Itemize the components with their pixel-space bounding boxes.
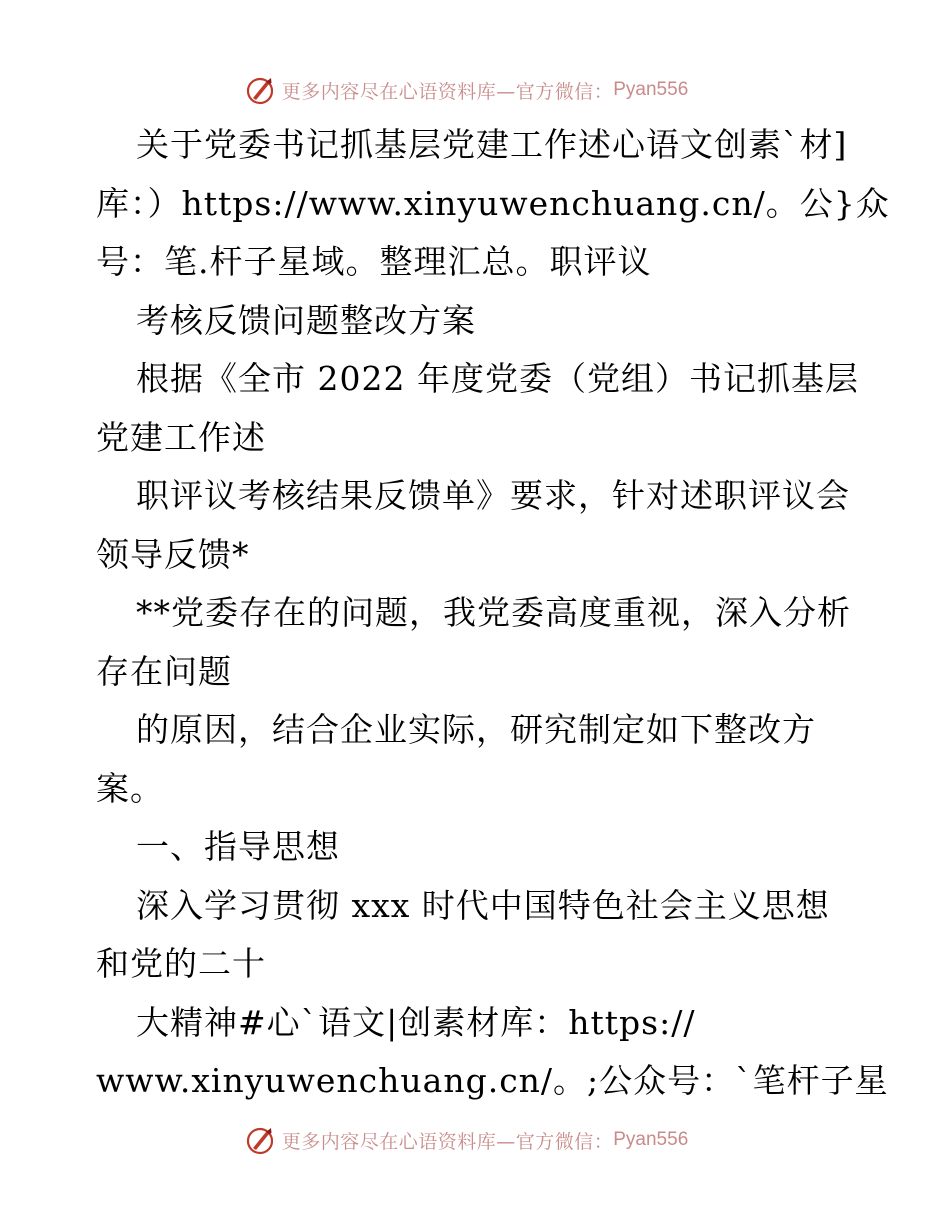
text-line: 存在问题: [96, 651, 232, 691]
document-title: 考核反馈问题整改方案: [136, 300, 476, 340]
text-line: 和党的二十: [96, 944, 266, 983]
text-line: 根据《全市 2022 年度党委（党组）书记抓基层: [136, 359, 859, 398]
banner-contact: Pyan556: [613, 1129, 689, 1150]
quill-pen-logo-icon: [244, 74, 276, 106]
document-body: [96, 116, 890, 1111]
text-line: 库：）https://www.xinyuwenchuang.cn/。公}众: [96, 183, 890, 223]
text-line: 号：笔.杆子星域。整理汇总。职评议: [96, 242, 652, 281]
text-line: 大精神#心`语文|创素材库：https://: [136, 1002, 696, 1042]
quill-pen-logo-icon: [244, 1124, 276, 1156]
text-line: 案。: [96, 768, 164, 808]
footer-watermark-banner: [0, 1120, 950, 1160]
text-line: www.xinyuwenchuang.cn/。;公众号：`笔杆子星: [96, 1061, 889, 1100]
text-line: 关于党委书记抓基层党建工作述心语文创素`材]: [136, 125, 848, 164]
text-line: 深入学习贯彻 xxx 时代中国特色社会主义思想: [136, 885, 830, 925]
text-line: 的原因，结合企业实际，研究制定如下整改方: [136, 710, 816, 749]
banner-contact: Pyan556: [613, 79, 689, 100]
text-line: 党建工作述: [96, 417, 266, 457]
banner-text: 更多内容尽在心语资料库—官方微信：: [281, 80, 614, 103]
text-line: 职评议考核结果反馈单》要求，针对述职评议会: [136, 476, 850, 515]
text-line: **党委存在的问题，我党委高度重视，深入分析: [136, 593, 851, 632]
banner-text: 更多内容尽在心语资料库—官方微信：: [281, 1130, 614, 1153]
header-watermark-banner: [0, 70, 950, 110]
text-line: 领导反馈*: [96, 534, 250, 574]
section-heading: 一、指导思想: [136, 827, 340, 866]
